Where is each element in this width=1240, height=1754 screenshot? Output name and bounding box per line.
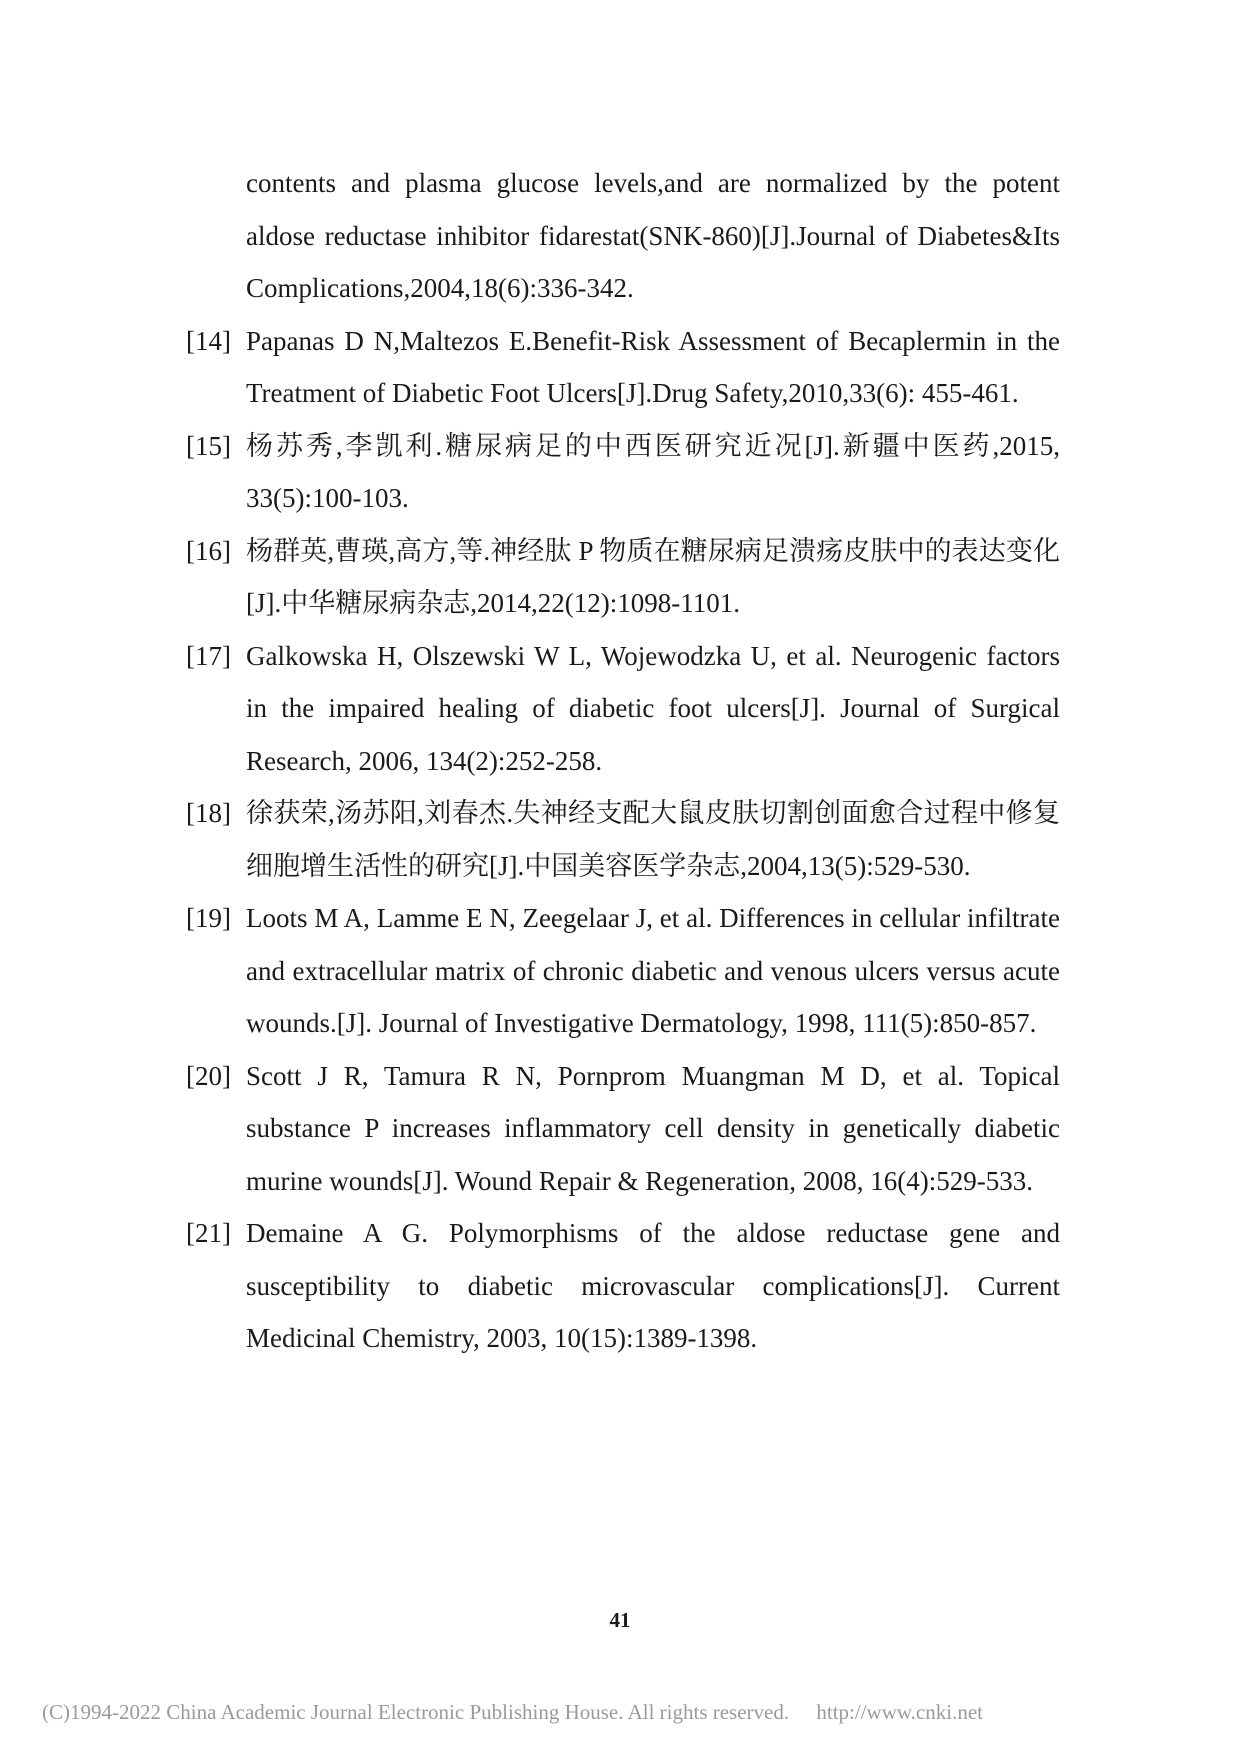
reference-text: Demaine A G. Polymorphisms of the aldose reductase gene and susceptibility to diabetic microvascular complications[J]. Current Medicinal Chemistry, 2003, 10(15):1389-1398. bbox=[246, 1218, 1060, 1353]
reference-entry bbox=[186, 630, 1060, 788]
copyright-text: (C)1994-2022 China Academic Journal Electronic Publishing House. All rights reserved. bbox=[42, 1700, 790, 1724]
reference-number: [14] bbox=[186, 325, 231, 356]
reference-number: [20] bbox=[186, 1060, 231, 1091]
reference-entry bbox=[186, 525, 1060, 630]
reference-text: Papanas D N,Maltezos E.Benefit-Risk Assessment of Becaplermin in the Treatment of Diabetic Foot Ulcers[J].Drug Safety,2010,33(6): 455-461. bbox=[246, 325, 1060, 408]
page-number: 41 bbox=[609, 1608, 631, 1632]
reference-list bbox=[186, 157, 1060, 1365]
reference-entry bbox=[186, 892, 1060, 1050]
reference-number: [16] bbox=[186, 535, 231, 566]
reference-entry bbox=[186, 1050, 1060, 1208]
footer-url: http://www.cnki.net bbox=[816, 1700, 983, 1724]
reference-text: Scott J R, Tamura R N, Pornprom Muangman M D, et al. Topical substance P increases inflammatory cell density in genetically diabetic murine wounds[J]. Wound Repair & Regeneration, 2008, 16(4):529-533. bbox=[246, 1060, 1060, 1196]
reference-entry bbox=[186, 787, 1060, 892]
reference-text: 杨苏秀,李凯利.糖尿病足的中西医研究近况[J].新疆中医药,2015, 33(5):100-103. bbox=[246, 430, 1060, 513]
reference-entry bbox=[186, 1207, 1060, 1365]
reference-number: [21] bbox=[186, 1218, 231, 1248]
reference-number: [17] bbox=[186, 640, 231, 671]
reference-entry bbox=[186, 420, 1060, 525]
reference-text: 徐获荣,汤苏阳,刘春杰.失神经支配大鼠皮肤切割创面愈合过程中修复细胞增生活性的研究[J].中国美容医学杂志,2004,13(5):529-530. bbox=[246, 798, 1060, 881]
copyright-footer bbox=[42, 1700, 1202, 1725]
reference-number: [18] bbox=[186, 798, 231, 828]
reference-entry bbox=[186, 157, 1060, 315]
reference-text: contents and plasma glucose levels,and are normalized by the potent aldose reductase inhibitor fidarestat(SNK-860)[J].Journal of Diabetes&Its Complications,2004,18(6):336-342. bbox=[246, 168, 1060, 303]
reference-number: [15] bbox=[186, 430, 231, 461]
reference-entry bbox=[186, 315, 1060, 420]
reference-text: 杨群英,曹瑛,高方,等.神经肽 P 物质在糖尿病足溃疡皮肤中的表达变化[J].中华糖尿病杂志,2014,22(12):1098-1101. bbox=[246, 535, 1060, 618]
reference-number: [19] bbox=[186, 903, 231, 933]
reference-text: Galkowska H, Olszewski W L, Wojewodzka U, et al. Neurogenic factors in the impaired healing of diabetic foot ulcers[J]. Journal of Surgical Research, 2006, 134(2):252-258. bbox=[246, 640, 1060, 776]
reference-text: Loots M A, Lamme E N, Zeegelaar J, et al. Differences in cellular infiltrate and extracellular matrix of chronic diabetic and venous ulcers versus acute wounds.[J]. Journal of Investigative Dermatology, 1998, 111(5):850-857. bbox=[246, 903, 1060, 1038]
